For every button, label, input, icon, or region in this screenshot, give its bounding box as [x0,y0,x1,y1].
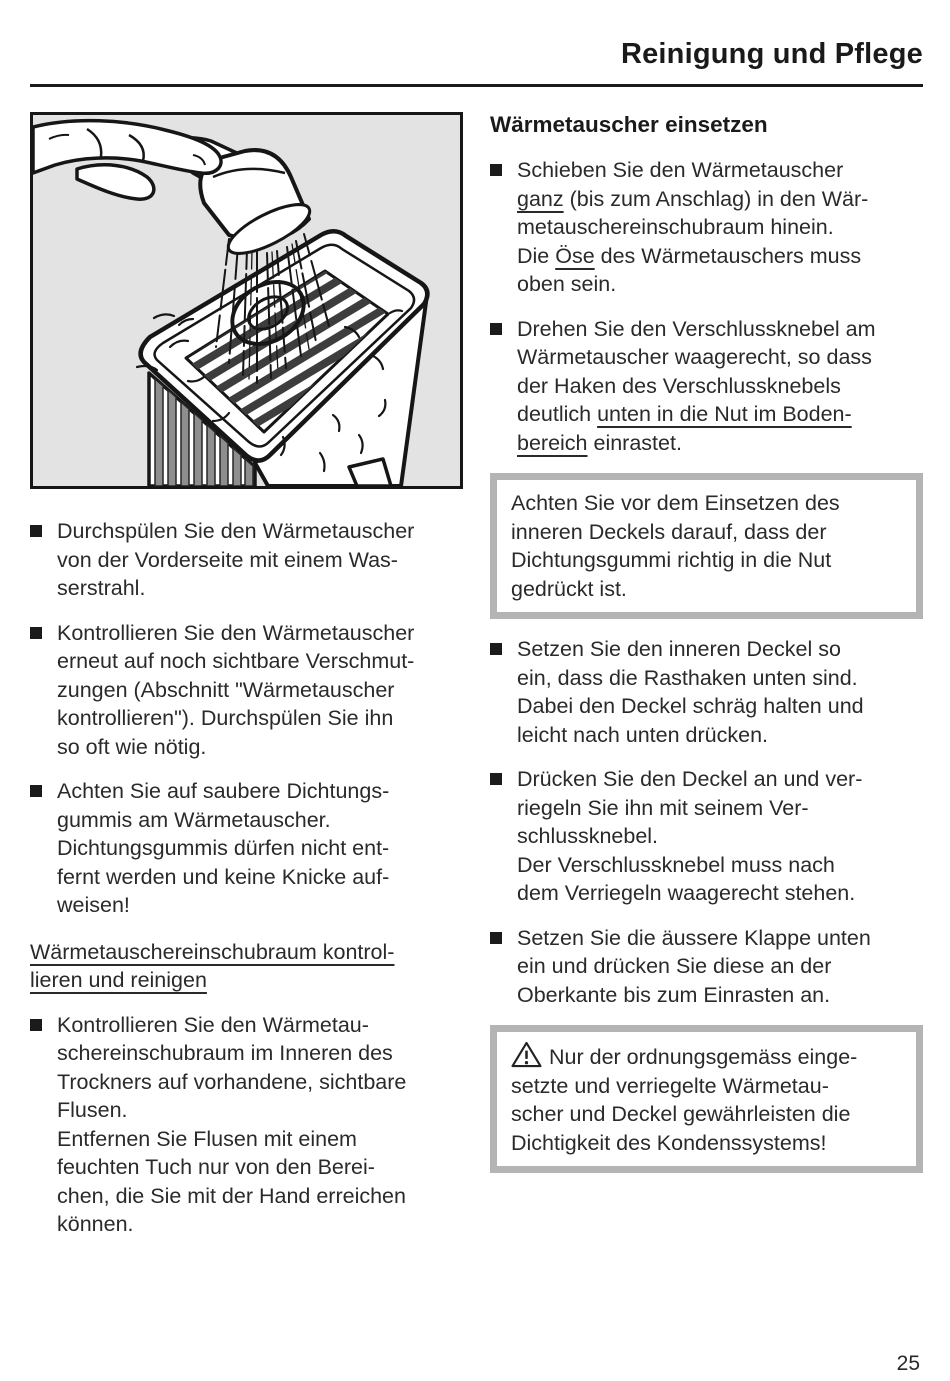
bullet-text: Schieben Sie den Wärmetauscher ganz (bis zum Anschlag) in den Wär- metauschereinschubraum hinein. Die Öse des Wärmetauschers muss oben sein. [517,158,869,296]
instruction-bullet [490,635,923,749]
warning-triangle-icon [511,1041,542,1068]
left-column [30,112,463,1255]
bullet-text: Setzen Sie die äussere Klappe unten ein und drücken Sie diese an der Oberkante bis zum Einrasten an. [517,925,871,1007]
bullet-text: Setzen Sie den inneren Deckel so ein, dass die Rasthaken unten sind. Dabei den Deckel schräg halten und leicht nach unten drücken. [517,637,864,747]
bullet-square-icon [490,932,502,944]
rinse-heat-exchanger-illustration [30,112,463,489]
bullet-square-icon [490,773,502,785]
instruction-bullet [30,619,463,762]
bullet-square-icon [490,323,502,335]
instruction-bullet [490,315,923,458]
bullet-text: Drücken Sie den Deckel an und ver- riegeln Sie ihn mit seinem Ver- schlussknebel. Der Verschlussknebel muss nach dem Verriegeln waagerecht stehen. [517,767,863,905]
bullet-square-icon [30,785,42,797]
bullet-square-icon [30,627,42,639]
section-heading: Wärmetauscher einsetzen [490,112,768,137]
instruction-bullet [30,777,463,920]
bullet-square-icon [30,525,42,537]
bullet-text: Achten Sie auf saubere Dichtungs- gummis am Wärmetauscher. Dichtungsgummis dürfen nicht ent- fernt werden und keine Knicke auf- weisen! [57,779,390,917]
instruction-bullet [490,924,923,1010]
page-header [30,0,923,87]
warning-text: Nur der ordnungsgemäss einge- setzte und verriegelte Wärmetau- scher und Deckel gewährleisten die Dichtigkeit des Kondenssystems! [511,1045,858,1155]
instruction-bullet [490,765,923,908]
page-number: 25 [896,1352,920,1375]
hand [33,121,221,200]
header-rule [30,84,923,87]
subsection-heading: Wärmetauschereinschubraum kontrol- lieren und reinigen [30,939,395,992]
bullet-text: Durchspülen Sie den Wärmetauscher von der Vorderseite mit einem Was- serstrahl. [57,519,415,600]
bullet-square-icon [30,1019,42,1031]
instruction-bullet [30,517,463,603]
right-column [490,112,923,1255]
bullet-text: Drehen Sie den Verschlussknebel am Wärmetauscher waagerecht, so dass der Haken des Verschlussknebels deutlich unten in die Nut im Boden- bereich einrastet. [517,316,876,455]
instruction-bullet [490,156,923,299]
instruction-bullet [30,1011,463,1239]
note-box-text: Achten Sie vor dem Einsetzen des inneren Deckels darauf, dass der Dichtungsgummi richtig in die Nut gedrückt ist. [511,491,840,601]
note-box [490,473,923,619]
page-title: Reinigung und Pflege [620,38,923,70]
bullet-square-icon [490,643,502,655]
bullet-text: Kontrollieren Sie den Wärmetauscher erneut auf noch sichtbare Verschmut- zungen (Abschnitt "Wärmetauscher kontrollieren"). Durchspülen Sie ihn so oft wie nötig. [57,620,415,759]
two-column-layout [30,112,923,1255]
illustration-svg [33,115,460,486]
bullet-square-icon [490,164,502,176]
warning-box [490,1025,923,1173]
bullet-text: Kontrollieren Sie den Wärmetau- schereinschubraum im Inneren des Trockners auf vorhandene, sichtbare Flusen. Entfernen Sie Flusen mit einem feuchten Tuch nur von den Berei- chen, die Sie mit der Hand erreichen können. [57,1012,407,1236]
